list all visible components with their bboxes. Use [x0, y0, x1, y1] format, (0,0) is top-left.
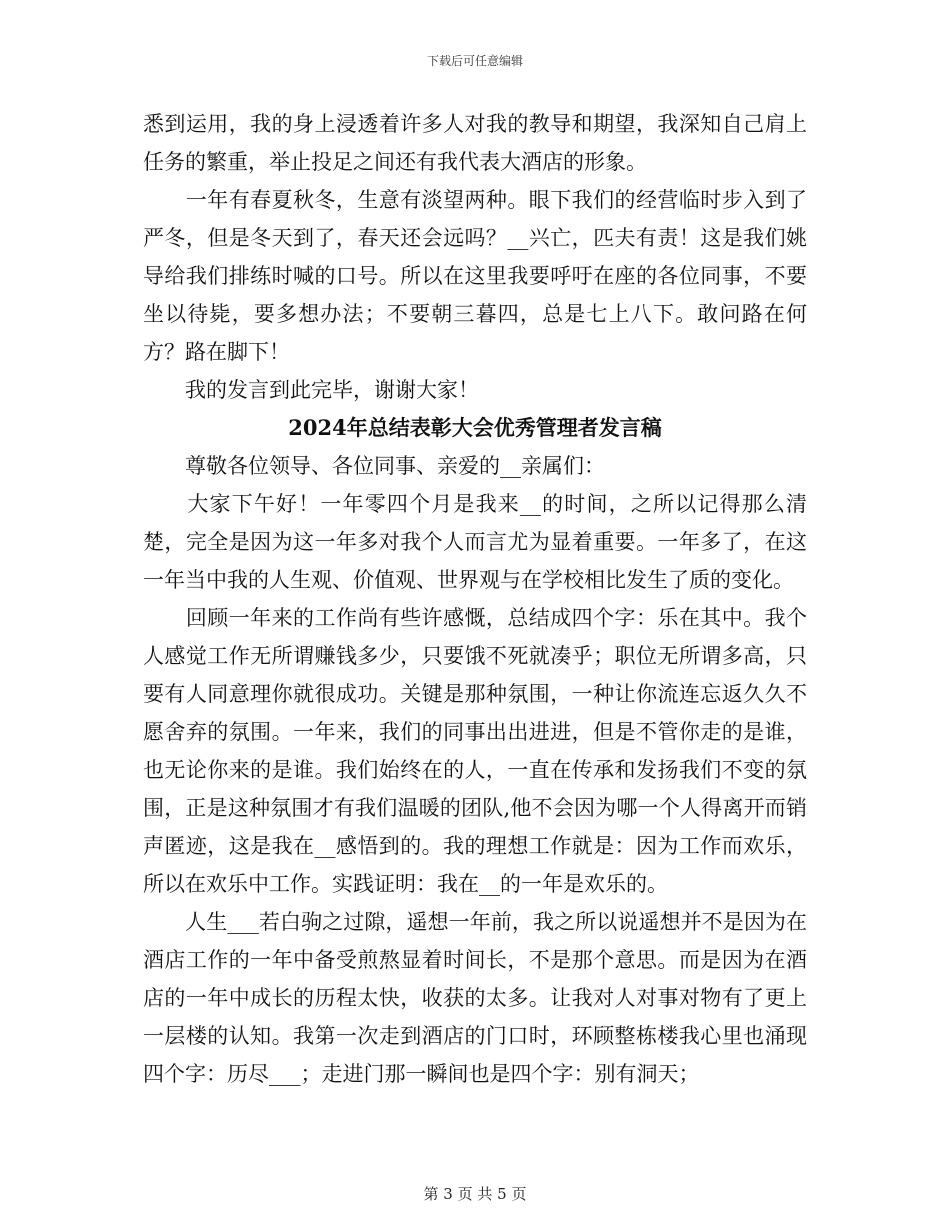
paragraph: 悉到运用，我的身上浸透着许多人对我的教导和期望，我深知自己肩上任务的繁重，举止投足之间还有我代表大酒店的形象。 — [143, 112, 807, 174]
paragraph: 人生___若白驹之过隙，遥想一年前，我之所以说遥想并不是因为在酒店工作的一年中备受煎熬显着时间长，不是那个意思。而是因为在酒店的一年中成长的历程太快，收获的太多。让我对人对事对物有了更上一层楼的认知。我第一次走到酒店的门口时，环顾整栋楼我心里也涌现四个字：历尽___；走进门那一瞬间也是四个字：别有洞天； — [143, 910, 807, 1086]
paragraph: 我的发言到此完毕，谢谢大家！ — [143, 378, 479, 402]
document-body — [143, 105, 807, 1093]
paragraph: 尊敬各位领导、各位同事、亲爱的__亲属们： — [143, 454, 605, 478]
paragraph: 大家下午好！一年零四个月是我来__的时间，之所以记得那么清楚，完全是因为这一年多对我个人而言尤为显着重要。一年多了，在这一年当中我的人生观、价值观、世界观与在学校相比发生了质的变化。 — [143, 492, 807, 592]
section-title: 2024年总结表彰大会优秀管理者发言稿 — [288, 415, 662, 440]
page-header: 下载后可任意编辑 — [426, 54, 523, 68]
paragraph: 回顾一年来的工作尚有些许感慨，总结成四个字：乐在其中。我个人感觉工作无所谓赚钱多少，只要饿不死就凑乎；职位无所谓多高，只要有人同意理你就很成功。关键是那种氛围，一种让你流连忘返久久不愿舍弃的氛围。一年来，我们的同事出出进进，但是不管你走的是谁，也无论你来的是谁。我们始终在的人，一直在传承和发扬我们不变的氛围，正是这种氛围才有我们温暖的团队,他不会因为哪一个人得离开而销声匿迹，这是我在__感悟到的。我的理想工作就是：因为工作而欢乐，所以在欢乐中工作。实践证明：我在__的一年是欢乐的。 — [143, 606, 807, 896]
page-footer: 第 3 页 共 5 页 — [423, 1185, 527, 1203]
paragraph: 一年有春夏秋冬，生意有淡望两种。眼下我们的经营临时步入到了严冬，但是冬天到了，春天还会远吗？__兴亡，匹夫有责！这是我们姚导给我们排练时喊的口号。所以在这里我要呼吁在座的各位同事，不要坐以待毙，要多想办法；不要朝三暮四，总是七上八下。敢问路在何方？路在脚下！ — [143, 188, 807, 364]
